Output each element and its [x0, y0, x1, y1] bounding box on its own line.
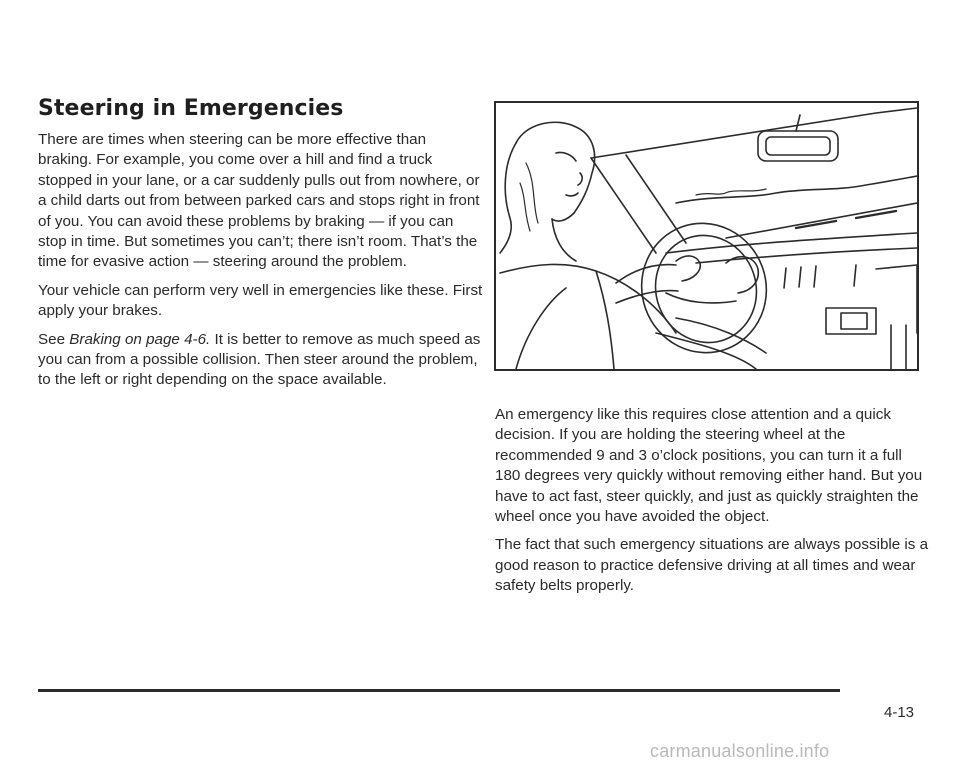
paragraph-apply-brakes: Your vehicle can perform very well in emergencies like these. First apply your brakes.	[38, 281, 483, 320]
driver-steering-illustration	[494, 101, 919, 371]
footer-rule	[38, 689, 840, 692]
reference-lead: See	[38, 330, 70, 348]
left-column	[38, 130, 484, 399]
braking-page-link[interactable]: Braking on page 4-6.	[69, 330, 211, 348]
reference-rest: It is better to remove as much speed as you can from a possible collision. Then steer around the problem, to the left or right depending on the space available.	[38, 330, 481, 389]
watermark: carmanualsonline.info	[650, 741, 830, 761]
page-number: 4-13	[884, 704, 915, 721]
right-column	[495, 405, 930, 605]
paragraph-quick-decision: An emergency like this requires close attention and a quick decision. If you are holding the steering wheel at the recommended 9 and 3 o’clock positions, you can turn it a full 180 degrees very quickly without removing either hand. But you have to act fast, steer quickly, and just as quickly straighten the wheel once you have avoided the object.	[495, 406, 923, 526]
section-heading: Steering in Emergencies	[38, 96, 344, 121]
paragraph-braking-reference	[38, 330, 484, 391]
paragraph-intro: There are times when steering can be more effective than braking. For example, you come over a hill and find a truck stopped in your lane, or a car suddenly pulls out from nowhere, or a child darts out from between parked cars and stops right in front of you. You can avoid these problems by braking — if you can stop in time. But sometimes you can’t; there isn’t room. That’s the time for evasive action — steering around the problem.	[38, 131, 480, 271]
paragraph-defensive-driving: The fact that such emergency situations are always possible is a good reason to practice defensive driving at all times and wear safety belts properly.	[495, 536, 929, 595]
